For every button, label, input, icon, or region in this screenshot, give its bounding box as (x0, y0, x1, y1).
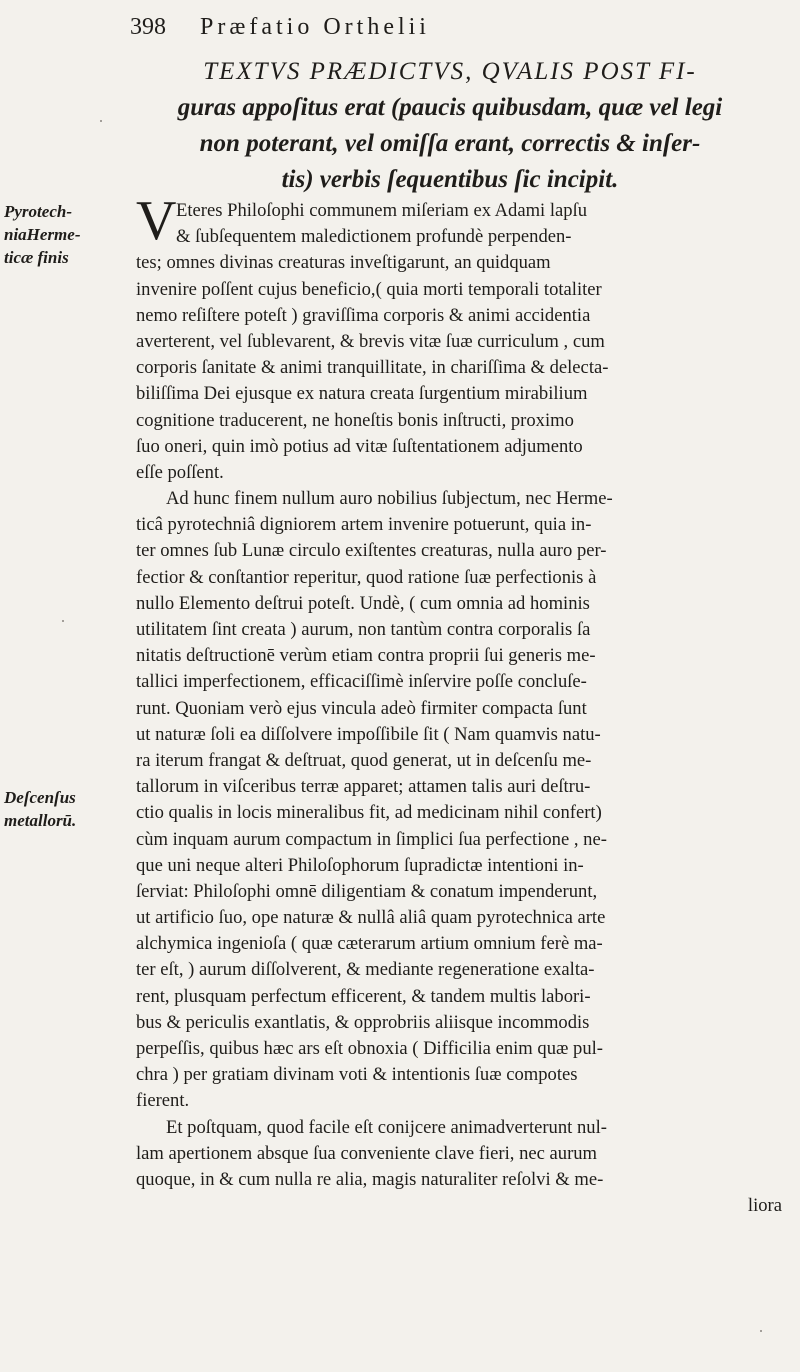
text-line: perpeſſis, quibus hæc ars eſt obnoxia ( Difficilia enim quæ pul- (136, 1038, 603, 1059)
text-line: ut naturæ ſoli ea diſſolvere impoſſibile ſit ( Nam quamvis natu- (136, 723, 601, 745)
section-heading (118, 54, 782, 198)
text-line: fectior & conſtantior reperitur, quod ratione ſuæ perfectionis à (136, 566, 597, 588)
heading-line: guras appoſitus erat (paucis quibusdam, quæ vel legi (177, 94, 723, 121)
paper-speck (760, 1330, 762, 1332)
text-line: lam apertionem absque ſua conveniente clave fieri, nec aurum (136, 1142, 598, 1164)
text-line: averterent, vel ſublevarent, & brevis vitæ ſuæ curriculum , cum (136, 330, 605, 352)
text-line: biliſſima Dei ejusque ex natura creata ſurgentium mirabilium (136, 383, 588, 405)
page-header (130, 14, 770, 42)
text-line: runt. Quoniam verò ejus vincula adeò firmiter compacta ſunt (136, 697, 587, 719)
heading-line: non poterant, vel omiſſa erant, correctis & inſer- (199, 130, 701, 157)
margin-note-line: ticæ finis (4, 248, 69, 267)
heading-line: TEXTVS PRÆDICTVS, QVALIS POST FI- (203, 58, 697, 85)
text-line: rent, plusquam perfectum efficerent, & tandem multis labori- (136, 985, 591, 1007)
margin-note-descensus (4, 786, 124, 832)
text-line: ut artificio ſuo, ope naturæ & nullâ aliâ quam pyrotechnica arte (136, 907, 606, 929)
text-line: quoque, in & cum nulla re alia, magis naturaliter reſolvi & me- (136, 1168, 604, 1190)
margin-note-line: Deſcenſus (4, 788, 76, 807)
text-line: invenire poſſent cujus beneficio,( quia morti temporali totaliter (136, 278, 602, 300)
text-line: ra iterum frangat & deſtruat, quod generat, ut in deſcenſu me- (136, 749, 592, 771)
text-line: ter omnes ſub Lunæ circulo exiſtentes creaturas, nulla auro per- (136, 540, 607, 562)
text-line: nullo Elemento deſtrui poteſt. Undè, ( cum omnia ad hominis (136, 592, 590, 614)
text-line: chra ) per gratiam divinam voti & intentionis ſuæ compotes (136, 1064, 578, 1086)
text-line: ctio qualis in locis mineralibus fit, ad medicinam nihil confert) (136, 802, 602, 824)
running-title: Præfatio Orthelii (200, 14, 430, 40)
text-line: bus & periculis exantlatis, & opprobriis aliisque incommodis (136, 1011, 590, 1033)
margin-note-line: niaHerme- (4, 225, 81, 244)
text-line: Ad hunc finem nullum auro nobilius ſubjectum, nec Herme- (166, 488, 613, 510)
margin-note-line: metallorū. (4, 811, 77, 830)
text-line: corporis ſanitate & animi tranquillitate, in chariſſima & delecta- (136, 357, 609, 379)
drop-cap: V (136, 190, 177, 252)
text-line: nemo reſiſtere poteſt ) graviſſima corporis & animi accidentia (136, 304, 591, 326)
text-line: nitatis deſtructionē verùm etiam contra proprii ſui generis me- (136, 645, 596, 667)
page-number: 398 (130, 14, 166, 40)
text-line: Et poſtquam, quod facile eſt conijcere animadverterunt nul- (166, 1116, 607, 1138)
body-text (136, 190, 786, 1219)
text-line: ticâ pyrotechniâ digniorem artem invenire potuerunt, quia in- (136, 514, 592, 536)
text-line: fierent. (136, 1090, 190, 1112)
text-line: que uni neque alteri Philoſophorum ſupradictæ intentioni in- (136, 854, 584, 876)
heading-line: tis) verbis ſequentibus ſic incipit. (281, 166, 619, 193)
text-line: alchymica ingenioſa ( quæ cæterarum artium omnium ferè ma- (136, 933, 603, 955)
text-line: cognitione traducerent, ne honeſtis bonis inſtructi, proximo (136, 409, 574, 431)
paper-speck (62, 620, 64, 622)
margin-note-line: Pyrotech- (4, 202, 72, 221)
text-line: ſerviat: Philoſophi omnē diligentiam & conatum impenderunt, (136, 880, 598, 902)
text-line: tes; omnes divinas creaturas inveſtigarunt, an quidquam (136, 252, 551, 274)
text-line: cùm inquam aurum compactum in ſimplici ſua perfectione , ne- (136, 828, 607, 850)
text-line: & ſubſequentem maledictionem profundè perpenden- (176, 226, 572, 248)
text-line: ter eſt, ) aurum diſſolverent, & mediante regeneratione exalta- (136, 959, 595, 981)
text-line: utilitatem ſint creata ) aurum, non tantùm contra corporalis ſa (136, 619, 591, 640)
text-line: tallorum in viſceribus terræ apparet; attamen talis auri deſtru- (136, 776, 591, 798)
text-line: eſſe poſſent. (136, 461, 224, 483)
margin-note-pyrotechnia (4, 200, 124, 269)
text-line: tallici imperfectionem, efficaciſſimè inſervire poſſe concluſe- (136, 671, 587, 693)
paper-speck (100, 120, 102, 122)
text-line: ſuo oneri, quin imò potius ad vitæ ſuſtentationem adjumento (136, 435, 583, 457)
catchword: liora (747, 1195, 782, 1217)
text-line: Eteres Philoſophi communem miſeriam ex Adami lapſu (176, 200, 588, 221)
